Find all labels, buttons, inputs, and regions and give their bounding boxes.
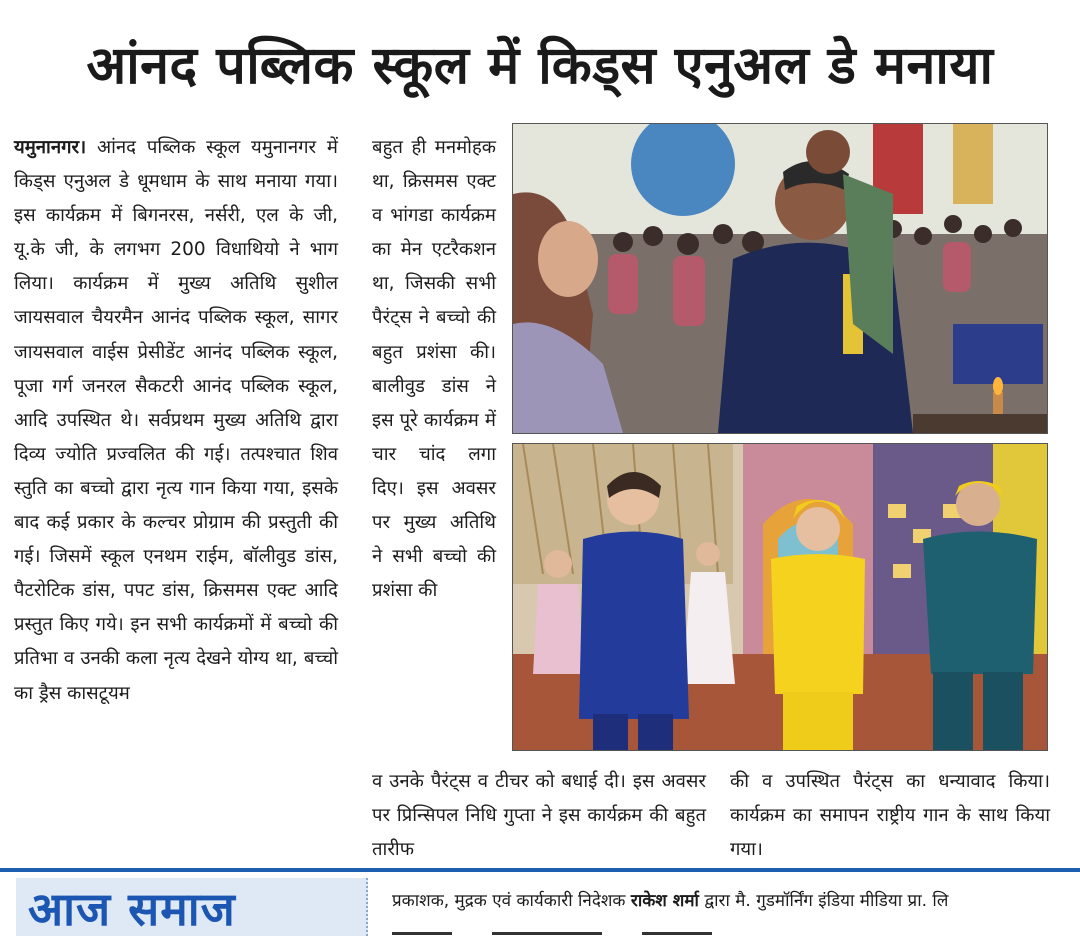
imprint-cutoff-line — [392, 920, 1080, 936]
article-bottom-right: की व उपस्थित पैरंट्स का धन्यावाद किया। कार्यक्रम का समापन राष्ट्रीय गान के साथ किया गया। — [730, 771, 1050, 861]
imprint-line — [392, 884, 1080, 918]
column-1-body: आंनद पब्लिक स्कूल यमुनानगर में किड्स एनुअल डे धूमधाम के साथ मनाया गया। इस कार्यक्रम में बिगनरस, नर्सरी, एल के जी, यू.के जी, के लगभग 200 विधाथियो ने भाग लिया। कार्यक्रम में मुख्य अतिथि सुशील जायसवाल चैयरमैन आनंद पब्लिक स्कूल, सागर जायसवाल वाईस प्रेसीडेंट आनंद पब्लिक स्कूल, पूजा गर्ग जनरल सैकटरी आनंद पब्लिक स्कूल, आदि उपस्थित थे। सर्वप्रथम मुख्य अतिथि द्वारा दिव्य ज्योति प्रज्वलित की गई। तत्पश्चात शिव स्तुति का बच्चो द्वारा नृत्य गान किया गया, इसके बाद कई प्रकार के कल्चर प्रोग्राम की प्रस्तुती की गई। जिसमें स्कूल एनथम राईम, बॉलीवुड डांस, पैटरोटिक डांस, पपट डांस, क्रिसमस एक्ट आदि प्रस्तुत किए गये। इन सभी कार्यक्रमों में बच्चो की प्रतिभा व उनकी कला नृत्य देखने योग्य था, बच्चो का ड्रैस कासटूयम — [14, 137, 338, 704]
footer-rule — [0, 868, 1080, 872]
imprint-name: राकेश शर्मा — [630, 891, 699, 911]
masthead-logo: आज समाज — [28, 882, 236, 936]
article-column-2: बहुत ही मनमोहक था, क्रिसमस एक्ट व भांगडा कार्यक्रम का मेन एटरैकशन था, जिसकी सभी पैरंट्स ने बच्चो की बहुत प्रशंसा की। बालीवुड डांस ने इस पूरे कार्यक्रम में चार चांद लगा दिए। इस अवसर पर मुख्य अतिथि ने सभी बच्चो की प्रशंसा की — [372, 137, 496, 602]
article-bottom-middle: व उनके पैरंट्स व टीचर को बधाई दी। इस अवसर पर प्रिन्सिपल निधि गुप्ता ने इस कार्यक्रम की बहुत तारीफ — [372, 771, 706, 861]
photo-lamp-lighting — [512, 123, 1048, 434]
photo-kids-dance — [512, 443, 1048, 751]
headline: आंनद पब्लिक स्कूल में किड्स एनुअल डे मनाया — [86, 36, 994, 96]
imprint-prefix: प्रकाशक, मुद्रक एवं कार्यकारी निदेशक — [392, 891, 631, 911]
imprint-suffix: द्वारा मै. गुडमॉर्निंग इंडिया मीडिया प्रा. लि — [698, 891, 949, 911]
dateline: यमुनानगर। — [14, 137, 87, 158]
article-column-1 — [14, 131, 338, 711]
